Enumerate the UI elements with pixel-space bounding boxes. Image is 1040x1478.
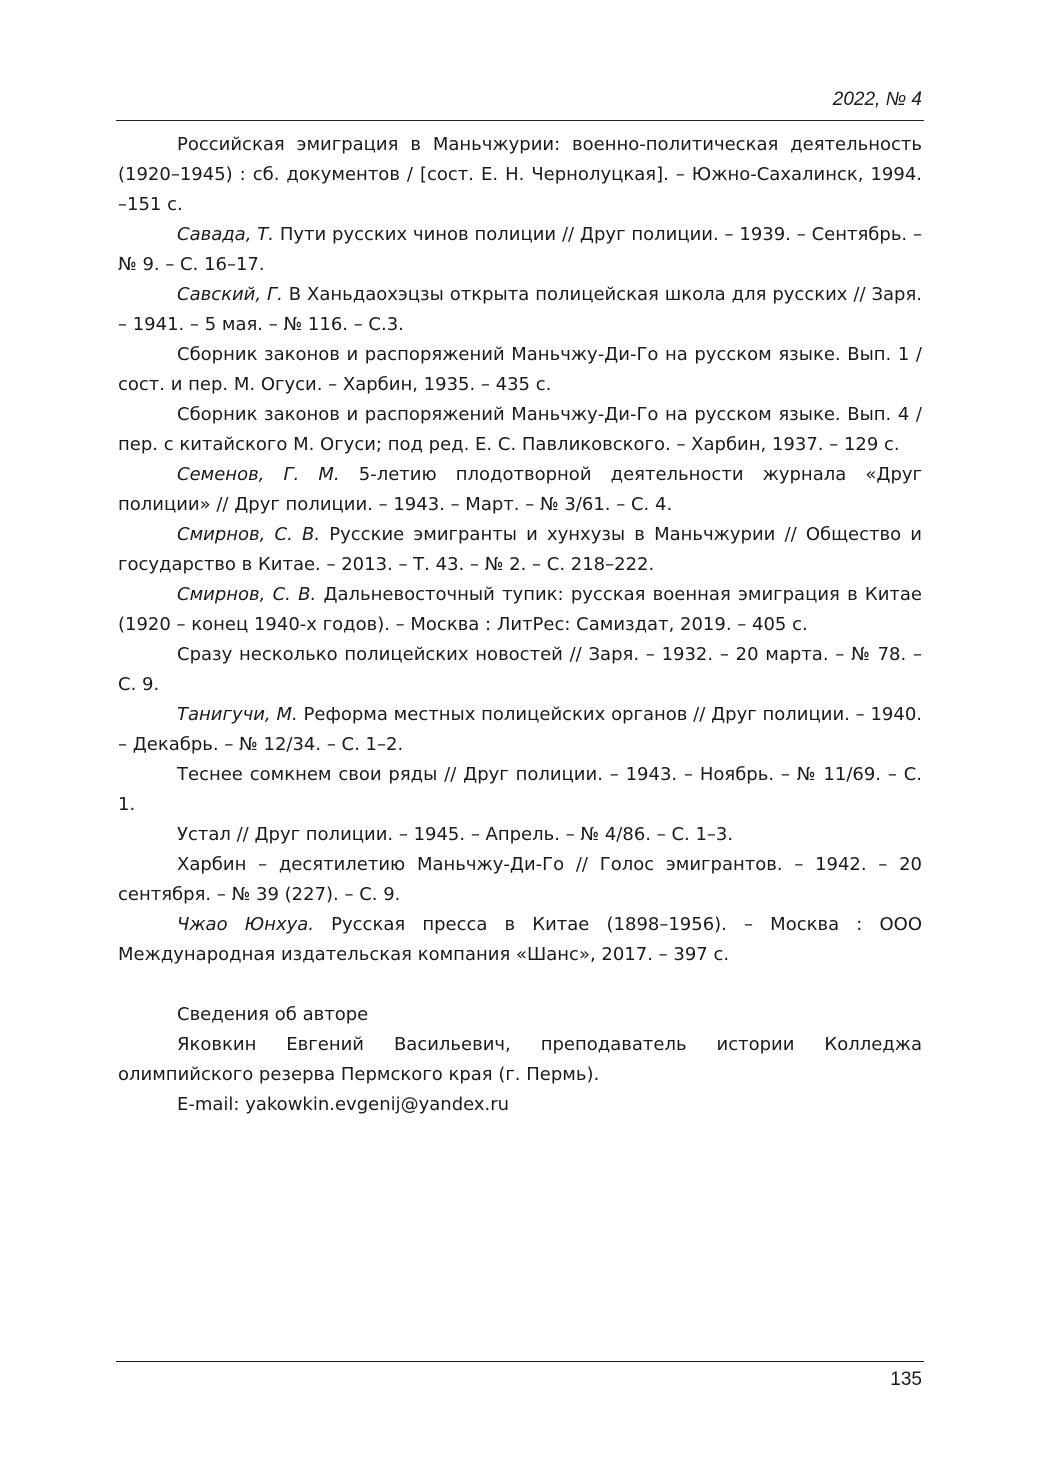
reference-entry [118,640,922,700]
reference-author: Чжао Юнхуа. [177,914,314,935]
reference-entry [118,280,922,340]
reference-author: Смирнов, С. В. [177,524,321,545]
reference-entry [118,220,922,280]
reference-entry [118,910,922,970]
header-rule [116,120,924,121]
author-email: E-mail: yakowkin.evgenij@yandex.ru [177,1094,510,1115]
reference-text: Российская эмиграция в Маньчжурии: военно-политическая деятельность (1920–1945) : сб. документов / [сост. Е. Н. Чернолуцкая]. – Южно-Сахалинск, 1994. –151 с. [118,134,922,215]
author-info-title: Сведения об авторе [177,1004,369,1025]
reference-author: Смирнов, С. В. [177,584,317,605]
reference-entry [118,760,922,820]
reference-entry [118,820,922,850]
reference-author: Савада, Т. [177,224,274,245]
reference-text: Русская пресса в Китае (1898–1956). – Москва : ООО Международная издательская компания «Шанс», 2017. – 397 с. [118,914,922,965]
reference-entry [118,460,922,520]
reference-text: Харбин – десятилетию Маньчжу-Ди-Го // Голос эмигрантов. – 1942. – 20 сентября. – № 39 (227). – С. 9. [118,854,922,905]
footer-rule [116,1361,924,1362]
reference-text: Пути русских чинов полиции // Друг полиции. – 1939. – Сентябрь. – № 9. – С. 16–17. [118,224,922,275]
reference-text: В Ханьдаохэцзы открыта полицейская школа для русских // Заря. – 1941. – 5 мая. – № 116. – С.3. [118,284,922,335]
reference-entry [118,580,922,640]
reference-text: Сборник законов и распоряжений Маньчжу-Ди-Го на русском языке. Вып. 4 / пер. с китайского М. Огуси; под ред. Е. С. Павликовского. – Харбин, 1937. – 129 с. [118,404,922,455]
page-body [118,130,922,1120]
reference-text: Русские эмигранты и хунхузы в Маньчжурии // Общество и государство в Китае. – 2013. – Т. 43. – № 2. – С. 218–222. [118,524,922,575]
reference-text: Дальневосточный тупик: русская военная эмиграция в Китае (1920 – конец 1940-х годов). – Москва : ЛитРес: Самиздат, 2019. – 405 с. [118,584,923,635]
author-description: Яковкин Евгений Васильевич, преподаватель истории Колледжа олимпийского резерва Пермского края (г. Пермь). [118,1034,922,1085]
author-info-section [118,1000,922,1120]
reference-author: Танигучи, М. [177,704,298,725]
reference-author: Савский, Г. [177,284,283,305]
reference-entry [118,850,922,910]
reference-entry [118,520,922,580]
reference-entry [118,340,922,400]
page-number: 135 [890,1369,922,1390]
reference-text: Устал // Друг полиции. – 1945. – Апрель. – № 4/86. – С. 1–3. [177,824,734,845]
reference-entry [118,700,922,760]
reference-text: 5-летию плодотворной деятельности журнала «Друг полиции» // Друг полиции. – 1943. – Март. – № 3/61. – С. 4. [118,464,922,515]
issue-header: 2022, № 4 [832,89,922,110]
reference-author: Семенов, Г. М. [177,464,340,485]
reference-text: Сразу несколько полицейских новостей // Заря. – 1932. – 20 марта. – № 78. – С. 9. [118,644,922,695]
reference-text: Сборник законов и распоряжений Маньчжу-Ди-Го на русском языке. Вып. 1 / сост. и пер. М. Огуси. – Харбин, 1935. – 435 с. [118,344,922,395]
reference-text: Теснее сомкнем свои ряды // Друг полиции. – 1943. – Ноябрь. – № 11/69. – С. 1. [118,764,922,815]
reference-text: Реформа местных полицейских органов // Друг полиции. – 1940. – Декабрь. – № 12/34. – С. 1–2. [118,704,922,755]
reference-list [118,130,922,970]
reference-entry [118,400,922,460]
reference-entry [118,130,922,220]
